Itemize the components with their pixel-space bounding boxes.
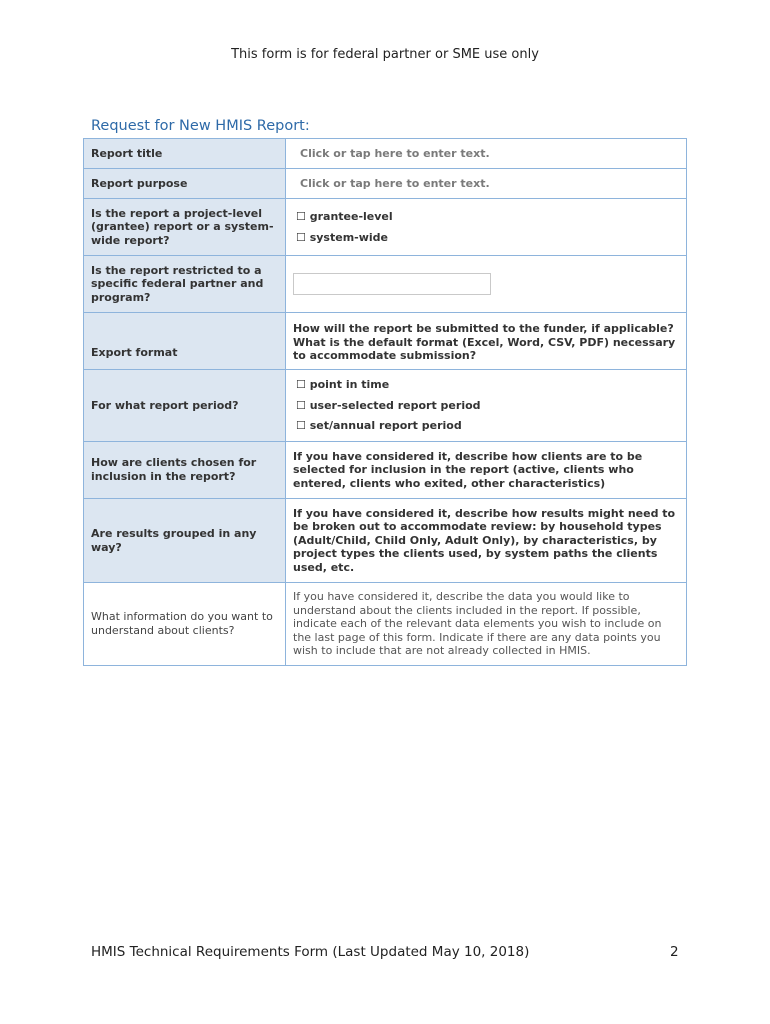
clients-chosen-prompt[interactable]: If you have considered it, describe how clients are to be selected for inclusion in the report (active, clients who entered, clients who exited, other characteristics)	[286, 442, 687, 499]
report-level-options	[286, 199, 687, 256]
client-info-label: What information do you want to understand about clients?	[84, 583, 286, 666]
restricted-cell	[286, 256, 687, 313]
results-grouped-label: Are results grouped in any way?	[84, 499, 286, 583]
report-level-label: Is the report a project-level (grantee) report or a system-wide report?	[84, 199, 286, 256]
report-period-label: For what report period?	[84, 370, 286, 442]
table-row	[84, 139, 687, 169]
option-label: point in time	[309, 378, 390, 392]
table-row	[84, 499, 687, 583]
option-label: system-wide	[309, 230, 388, 244]
report-purpose-field[interactable]: Click or tap here to enter text.	[286, 169, 687, 199]
table-row	[84, 370, 687, 442]
form-title: Request for New HMIS Report:	[91, 118, 310, 134]
point-in-time-option[interactable]	[296, 378, 679, 392]
annual-period-option[interactable]	[296, 419, 679, 433]
client-info-prompt[interactable]: If you have considered it, describe the data you would like to understand about the clients included in the report. If possible, indicate each of the relevant data elements you wish to include on the last page of this form. Indicate if there are any data points you wish to include that are not already collected in HMIS.	[286, 583, 687, 666]
grantee-level-option[interactable]	[296, 210, 679, 224]
results-grouped-prompt[interactable]: If you have considered it, describe how results might need to be broken out to accommodate review: by household types (Adult/Child, Child Only, Adult Only), by characteristics, by project types the clients used, by system paths the clients used, etc.	[286, 499, 687, 583]
table-row	[84, 169, 687, 199]
table-row	[84, 256, 687, 313]
export-format-label: Export format	[84, 313, 286, 370]
restricted-input[interactable]	[293, 273, 491, 295]
page-number: 2	[670, 944, 679, 960]
table-row	[84, 442, 687, 499]
table-row	[84, 313, 687, 370]
export-format-prompt[interactable]: How will the report be submitted to the funder, if applicable? What is the default format (Excel, Word, CSV, PDF) necessary to accommodate submission?	[286, 313, 687, 370]
report-title-label: Report title	[84, 139, 286, 169]
option-label: grantee-level	[309, 209, 393, 223]
table-row	[84, 199, 687, 256]
header-note: This form is for federal partner or SME use only	[231, 47, 539, 62]
report-period-options	[286, 370, 687, 442]
table-row	[84, 583, 687, 666]
checkbox-icon[interactable]: ☐	[296, 419, 306, 433]
checkbox-icon[interactable]: ☐	[296, 398, 306, 412]
clients-chosen-label: How are clients chosen for inclusion in the report?	[84, 442, 286, 499]
checkbox-icon[interactable]: ☐	[296, 230, 306, 244]
report-request-table	[83, 138, 687, 666]
report-purpose-label: Report purpose	[84, 169, 286, 199]
system-wide-option[interactable]	[296, 231, 679, 245]
checkbox-icon[interactable]: ☐	[296, 209, 306, 223]
option-label: user-selected report period	[309, 398, 481, 412]
option-label: set/annual report period	[309, 419, 462, 433]
restricted-label: Is the report restricted to a specific federal partner and program?	[84, 256, 286, 313]
footer-text: HMIS Technical Requirements Form (Last Updated May 10, 2018)	[91, 944, 530, 960]
user-selected-period-option[interactable]	[296, 399, 679, 413]
checkbox-icon[interactable]: ☐	[296, 378, 306, 392]
report-title-field[interactable]: Click or tap here to enter text.	[286, 139, 687, 169]
